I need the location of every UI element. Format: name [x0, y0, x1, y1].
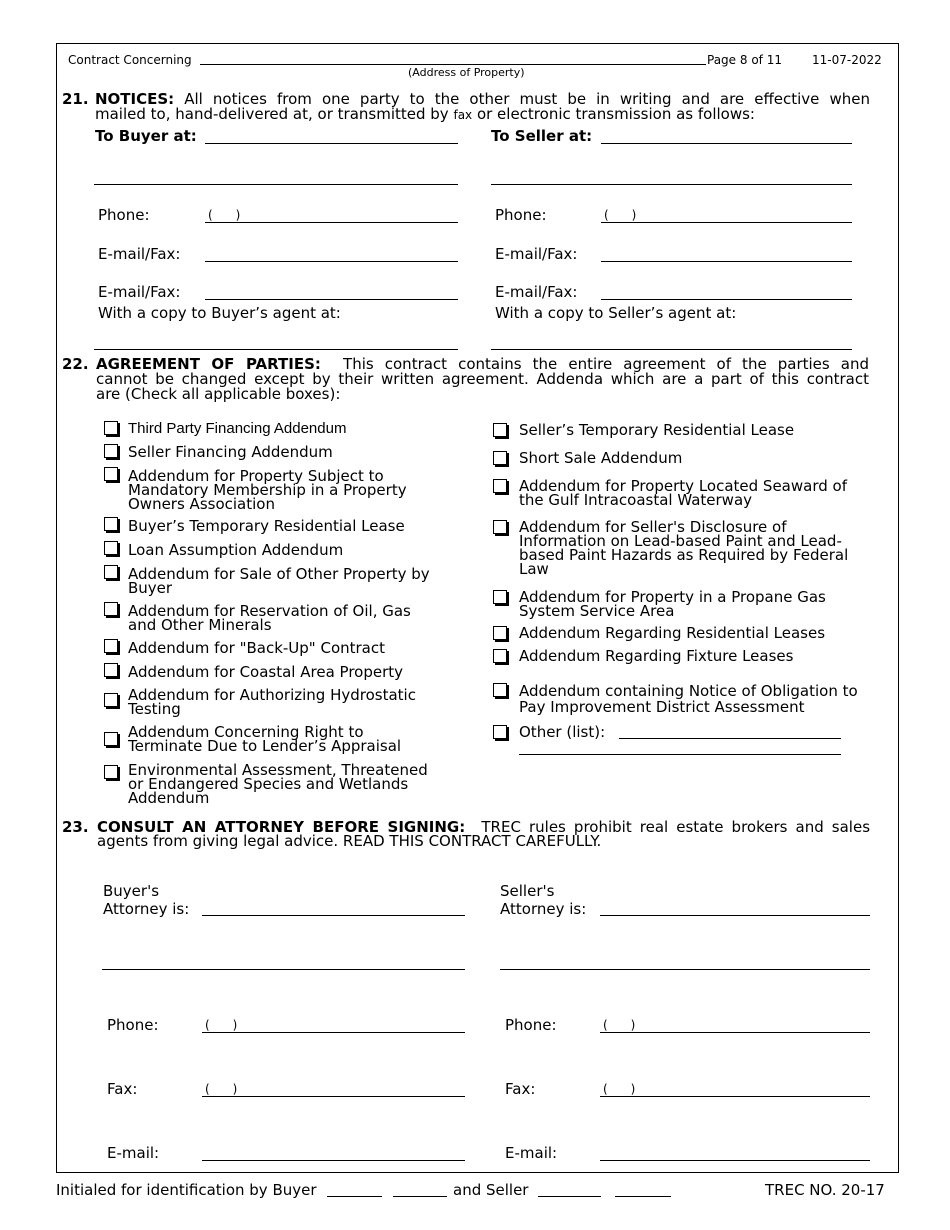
buyer-email-fax-field-2[interactable]: [205, 299, 458, 300]
buyer-agent-field[interactable]: [94, 349, 458, 350]
buyer-attorney-field[interactable]: [202, 915, 465, 916]
checkbox-residential-leases[interactable]: [493, 626, 507, 640]
checkbox-hydrostatic-testing[interactable]: [104, 693, 118, 707]
buyer-phone-field[interactable]: [205, 222, 458, 223]
section-23-line2: agents from giving legal advice. READ THIS CONTRACT CAREFULLY.: [97, 832, 602, 850]
checkbox-seller-temporary-lease[interactable]: [493, 423, 507, 437]
section-23-number: 23.: [62, 818, 89, 836]
addendum-label: Loan Assumption Addendum: [128, 541, 344, 559]
seller-agent-field[interactable]: [491, 349, 852, 350]
buyer-attorney-phone-label: Phone:: [107, 1016, 159, 1034]
buyer-phone-paren: ( ): [208, 208, 241, 222]
and-seller-label: and Seller: [453, 1181, 529, 1199]
checkbox-loan-assumption[interactable]: [104, 541, 118, 555]
notices-heading: NOTICES:: [95, 90, 175, 108]
seller-phone-field[interactable]: [601, 222, 852, 223]
section-23-line1: CONSULT AN ATTORNEY BEFORE SIGNING: TREC rules prohibit real estate brokers and sales: [97, 818, 871, 836]
buyer-email-fax-label-2: E-mail/Fax:: [98, 283, 181, 301]
checkbox-third-party-financing[interactable]: [104, 421, 118, 435]
to-seller-label: To Seller at:: [491, 127, 593, 145]
buyer-address-field-2[interactable]: [94, 184, 458, 185]
addendum-label: Addendum Regarding Residential Leases: [519, 624, 826, 642]
addendum-label: Addendum for Reservation of Oil, Gas and Other Minerals: [128, 602, 411, 634]
checkbox-gulf-intracoastal[interactable]: [493, 479, 507, 493]
checkbox-propane-gas[interactable]: [493, 590, 507, 604]
sellers-label: Seller's: [500, 882, 555, 900]
to-buyer-label: To Buyer at:: [95, 127, 197, 145]
section-22-line2: cannot be changed except by their written agreement. Addenda which are a part of this contract: [96, 370, 869, 388]
section-21-number: 21.: [62, 90, 89, 108]
other-list-label: Other (list):: [519, 723, 606, 741]
seller-email-fax-label-2: E-mail/Fax:: [495, 283, 578, 301]
buyer-email-fax-label-1: E-mail/Fax:: [98, 245, 181, 263]
buyer-attorney-fax-field[interactable]: [202, 1096, 465, 1097]
seller-initial-field-2[interactable]: [615, 1196, 671, 1197]
seller-attorney-fax-field[interactable]: [600, 1096, 870, 1097]
seller-attorney-fax-label: Fax:: [505, 1080, 536, 1098]
checkbox-lead-based-paint[interactable]: [493, 520, 507, 534]
section-22-number: 22.: [62, 355, 89, 373]
buyer-email-fax-field-1[interactable]: [205, 261, 458, 262]
buyer-attorney-email-field[interactable]: [202, 1160, 465, 1161]
section-21-line1: NOTICES: All notices from one party to the other must be in writing and are effective when: [95, 90, 870, 108]
checkbox-other[interactable]: [493, 725, 507, 739]
section-22-line3: are (Check all applicable boxes):: [96, 385, 341, 403]
seller-attorney-phone-label: Phone:: [505, 1016, 557, 1034]
addendum-label: Addendum Regarding Fixture Leases: [519, 647, 794, 665]
addendum-label: Addendum for Seller's Disclosure of Information on Lead-based Paint and Lead-based Paint Hazards as Required by Federal Law: [519, 518, 849, 578]
section-22-line1: AGREEMENT OF PARTIES: This contract contains the entire agreement of the parties and: [96, 355, 869, 373]
checkbox-lender-appraisal[interactable]: [104, 732, 118, 746]
section-21-line2: mailed to, hand-delivered at, or transmitted by fax or electronic transmission as follows:: [95, 105, 755, 123]
addendum-label: Environmental Assessment, Threatened or Endangered Species and Wetlands Addendum: [128, 761, 428, 807]
checkbox-property-owners-association[interactable]: [104, 467, 118, 481]
seller-agent-copy-label: With a copy to Seller’s agent at:: [495, 304, 737, 322]
seller-phone-paren: ( ): [604, 208, 637, 222]
buyer-address-field[interactable]: [205, 143, 458, 144]
address-caption: (Address of Property): [408, 66, 525, 79]
seller-attorney-is-label: Attorney is:: [500, 900, 587, 918]
checkbox-fixture-leases[interactable]: [493, 649, 507, 663]
buyer-attorney-phone-field[interactable]: [202, 1032, 465, 1033]
addendum-label: Addendum for "Back-Up" Contract: [128, 639, 385, 657]
buyer-attorney-fax-label: Fax:: [107, 1080, 138, 1098]
buyer-initial-field-1[interactable]: [327, 1196, 382, 1197]
addendum-label: Addendum containing Notice of Obligation to Pay Improvement District Assessment: [519, 682, 858, 716]
addendum-label: Third Party Financing Addendum: [128, 420, 347, 437]
form-date: 11-07-2022: [812, 53, 882, 67]
checkbox-back-up-contract[interactable]: [104, 639, 118, 653]
property-address-field[interactable]: [200, 64, 706, 65]
checkbox-sale-other-property[interactable]: [104, 565, 118, 579]
addendum-label: Addendum for Property Located Seaward of the Gulf Intracoastal Waterway: [519, 477, 847, 509]
other-list-field-2[interactable]: [519, 754, 841, 755]
buyer-attorney-fax-paren: ( ): [205, 1082, 238, 1096]
page-number: Page 8 of 11: [707, 53, 782, 67]
seller-attorney-field[interactable]: [600, 915, 870, 916]
addendum-label: Short Sale Addendum: [519, 449, 683, 467]
addendum-label: Addendum for Authorizing Hydrostatic Testing: [128, 686, 416, 718]
seller-attorney-email-field[interactable]: [600, 1160, 870, 1161]
seller-attorney-fax-paren: ( ): [603, 1082, 636, 1096]
addendum-label: Addendum Concerning Right to Terminate Due to Lender’s Appraisal: [128, 723, 402, 755]
addendum-label: Buyer’s Temporary Residential Lease: [128, 517, 405, 535]
seller-address-field[interactable]: [601, 143, 852, 144]
buyer-attorney-is-label: Attorney is:: [103, 900, 190, 918]
seller-address-field-2[interactable]: [491, 184, 852, 185]
checkbox-oil-gas-minerals[interactable]: [104, 602, 118, 616]
checkbox-buyer-temporary-lease[interactable]: [104, 517, 118, 531]
buyer-attorney-field-2[interactable]: [102, 969, 465, 970]
seller-attorney-phone-field[interactable]: [600, 1032, 870, 1033]
addendum-label: Seller Financing Addendum: [128, 443, 333, 461]
seller-attorney-email-label: E-mail:: [505, 1144, 558, 1162]
attorney-heading: CONSULT AN ATTORNEY BEFORE SIGNING:: [97, 818, 466, 836]
addendum-label: Addendum for Sale of Other Property by Buyer: [128, 565, 430, 597]
buyer-attorney-phone-paren: ( ): [205, 1018, 238, 1032]
buyer-attorney-email-label: E-mail:: [107, 1144, 160, 1162]
seller-initial-field-1[interactable]: [538, 1196, 601, 1197]
buyer-initial-field-2[interactable]: [393, 1196, 447, 1197]
checkbox-short-sale[interactable]: [493, 451, 507, 465]
seller-email-fax-label-1: E-mail/Fax:: [495, 245, 578, 263]
checkbox-coastal-area-property[interactable]: [104, 663, 118, 677]
buyers-label: Buyer's: [103, 882, 160, 900]
addendum-label: Addendum for Property Subject to Mandatory Membership in a Property Owners Association: [128, 467, 407, 513]
checkbox-improvement-district[interactable]: [493, 683, 507, 697]
buyer-phone-label: Phone:: [98, 206, 150, 224]
seller-phone-label: Phone:: [495, 206, 547, 224]
seller-email-fax-field-1[interactable]: [601, 261, 852, 262]
seller-attorney-phone-paren: ( ): [603, 1018, 636, 1032]
seller-email-fax-field-2[interactable]: [601, 299, 852, 300]
addendum-label: Addendum for Coastal Area Property: [128, 663, 404, 681]
contract-concerning-label: Contract Concerning: [68, 53, 192, 67]
buyer-agent-copy-label: With a copy to Buyer’s agent at:: [98, 304, 341, 322]
other-list-field[interactable]: [619, 738, 841, 739]
addendum-label: Seller’s Temporary Residential Lease: [519, 421, 795, 439]
seller-attorney-field-2[interactable]: [500, 969, 870, 970]
initialed-label: Initialed for identification by Buyer: [56, 1181, 317, 1199]
checkbox-seller-financing[interactable]: [104, 444, 118, 458]
checkbox-environmental-assessment[interactable]: [104, 765, 118, 779]
trec-number: TREC NO. 20-17: [765, 1181, 885, 1199]
addendum-label: Addendum for Property in a Propane Gas System Service Area: [519, 588, 826, 620]
agreement-heading: AGREEMENT OF PARTIES:: [96, 355, 321, 373]
